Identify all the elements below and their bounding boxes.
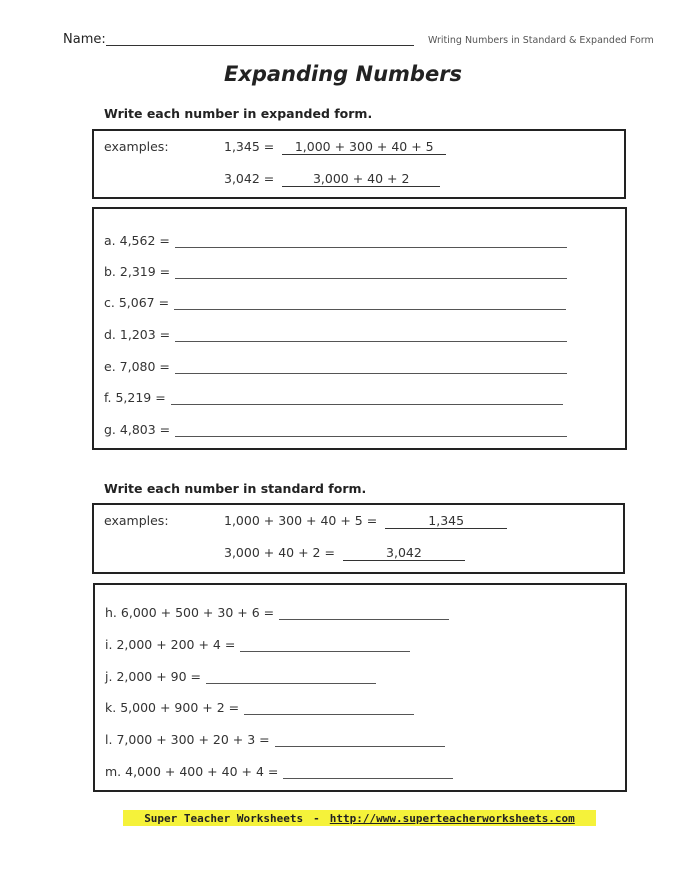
example-row: [224, 139, 446, 155]
examples-label: examples:: [104, 139, 169, 154]
problem-row: [104, 359, 567, 374]
problem-question: 1,203 =: [119, 327, 171, 342]
example-question: 3,042 =: [224, 171, 275, 186]
example-row: [224, 171, 440, 187]
problem-letter: j.: [105, 669, 113, 684]
problem-row: [105, 605, 449, 620]
problem-letter: k.: [105, 700, 117, 715]
problem-row: [104, 422, 567, 437]
problem-letter: h.: [105, 605, 117, 620]
problem-question: 5,067 =: [118, 295, 170, 310]
problem-question: 5,219 =: [115, 390, 166, 405]
footer-url-link[interactable]: http://www.superteacherworksheets.com: [329, 811, 575, 825]
problem-letter: l.: [105, 732, 113, 747]
name-label: Name:: [63, 32, 106, 47]
worksheet-topic: Writing Numbers in Standard & Expanded Form: [428, 35, 654, 46]
example-question: 1,000 + 300 + 40 + 5 =: [224, 513, 378, 528]
problem-row: [104, 233, 567, 248]
problem-letter: e.: [104, 359, 116, 374]
problem-question: 2,319 =: [119, 264, 171, 279]
problem-question: 4,000 + 400 + 40 + 4 =: [125, 764, 279, 779]
example-answer: 1,000 + 300 + 40 + 5: [282, 140, 446, 155]
standard-examples-box: [92, 503, 625, 574]
footer-banner: [123, 810, 596, 826]
example-row: [224, 545, 465, 561]
expanded-problems-box: [92, 207, 627, 450]
problem-letter: g.: [104, 422, 116, 437]
answer-blank[interactable]: [175, 235, 567, 248]
problem-question: 7,080 =: [119, 359, 170, 374]
expanded-instruction: Write each number in expanded form.: [104, 106, 373, 121]
answer-blank[interactable]: [283, 766, 453, 779]
problem-question: 4,803 =: [119, 422, 171, 437]
problem-question: 7,000 + 300 + 20 + 3 =: [116, 732, 270, 747]
problem-letter: c.: [104, 295, 115, 310]
problem-question: 4,562 =: [119, 233, 170, 248]
answer-blank[interactable]: [240, 639, 410, 652]
problem-question: 6,000 + 500 + 30 + 6 =: [120, 605, 275, 620]
answer-blank[interactable]: [175, 361, 567, 374]
problem-question: 2,000 + 200 + 4 =: [116, 637, 236, 652]
problem-letter: m.: [105, 764, 122, 779]
answer-blank[interactable]: [206, 671, 376, 684]
problem-row: [105, 732, 445, 747]
problem-row: [105, 637, 410, 652]
example-answer: 3,000 + 40 + 2: [282, 172, 440, 187]
standard-instruction: Write each number in standard form.: [104, 481, 367, 496]
problem-letter: f.: [104, 390, 112, 405]
problem-question: 5,000 + 900 + 2 =: [120, 700, 240, 715]
example-question: 3,000 + 40 + 2 =: [224, 545, 335, 560]
problem-row: [105, 700, 414, 715]
problem-letter: b.: [104, 264, 116, 279]
problem-question: 2,000 + 90 =: [116, 669, 201, 684]
example-answer: 3,042: [343, 546, 465, 561]
example-question: 1,345 =: [224, 139, 275, 154]
problem-row: [105, 764, 453, 779]
example-answer: 1,345: [385, 514, 507, 529]
answer-blank[interactable]: [175, 266, 567, 279]
problem-row: [105, 669, 376, 684]
problem-letter: i.: [105, 637, 113, 652]
answer-blank[interactable]: [171, 392, 563, 405]
examples-label: examples:: [104, 513, 169, 528]
problem-row: [104, 390, 563, 405]
answer-blank[interactable]: [175, 329, 567, 342]
footer-brand: Super Teacher Worksheets: [144, 811, 304, 825]
problem-letter: d.: [104, 327, 116, 342]
expanded-examples-box: [92, 129, 626, 199]
page-title: Expanding Numbers: [223, 62, 463, 86]
answer-blank[interactable]: [244, 702, 414, 715]
name-field[interactable]: [106, 45, 414, 46]
problem-row: [104, 327, 567, 342]
problem-row: [104, 295, 566, 310]
answer-blank[interactable]: [174, 297, 566, 310]
standard-problems-box: [93, 583, 627, 792]
problem-letter: a.: [104, 233, 116, 248]
answer-blank[interactable]: [275, 734, 445, 747]
example-row: [224, 513, 507, 529]
answer-blank[interactable]: [279, 607, 449, 620]
answer-blank[interactable]: [175, 424, 567, 437]
problem-row: [104, 264, 567, 279]
footer-separator: -: [313, 811, 320, 825]
